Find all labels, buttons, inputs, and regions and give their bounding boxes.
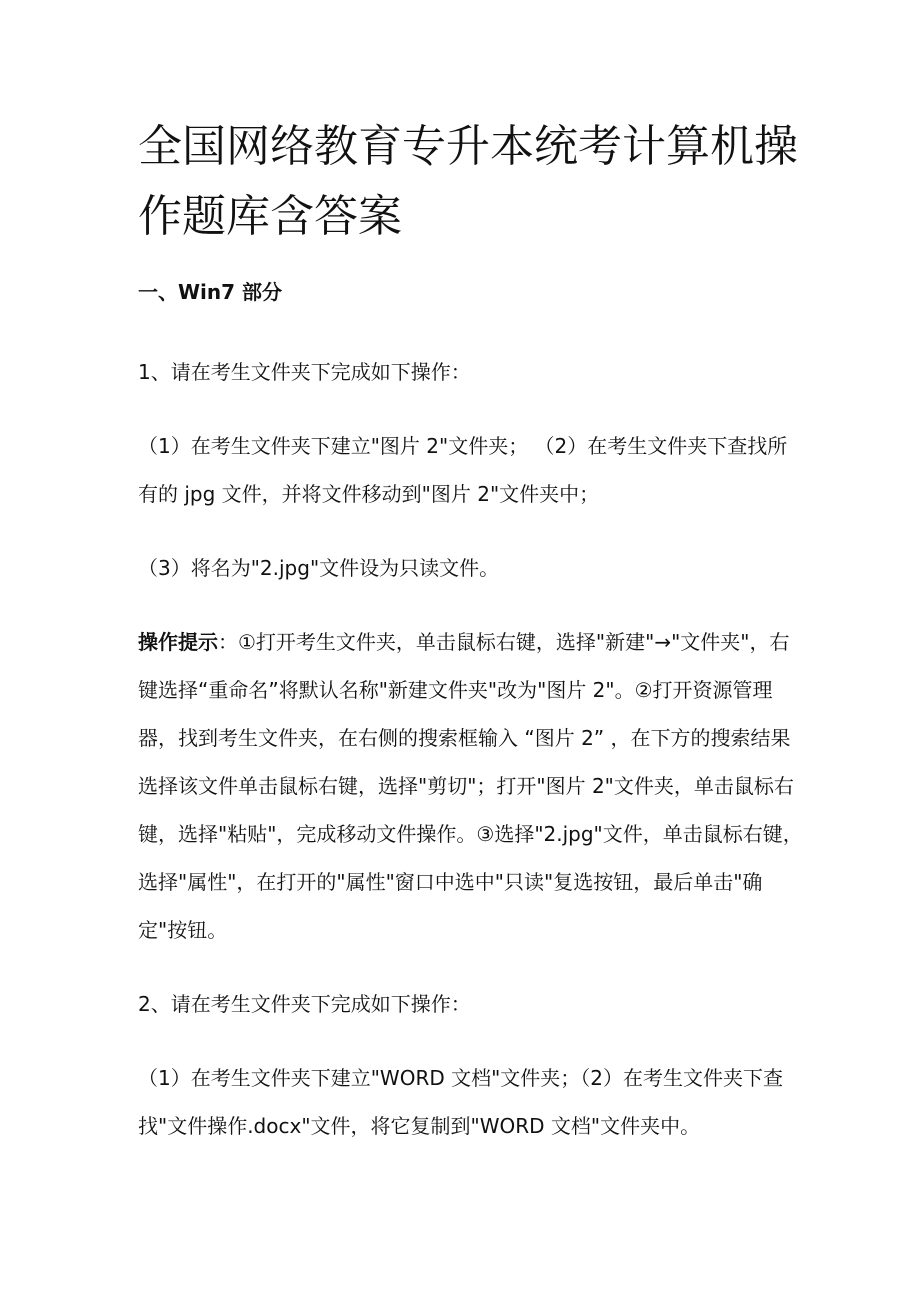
question-1-tasks-1-2: （1）在考生文件夹下建立"图片 2"文件夹； （2）在考生文件夹下查找所有的 jpg 文件，并将文件移动到"图片 2"文件夹中； bbox=[138, 434, 788, 506]
question-2-tasks: （1）在考生文件夹下建立"WORD 文档"文件夹；（2）在考生文件夹下查找"文件操作.docx"文件，将它复制到"WORD 文档"文件夹中。 bbox=[138, 1066, 784, 1138]
question-1-intro: 1、请在考生文件夹下完成如下操作： bbox=[138, 360, 471, 384]
section-heading: 一、Win7 部分 bbox=[138, 280, 283, 304]
question-1-task-3: （3）将名为"2.jpg"文件设为只读文件。 bbox=[138, 556, 500, 580]
hint-label: 操作提示 bbox=[138, 630, 218, 654]
document-title: 全国网络教育专升本统考计算机操作题库含答案 bbox=[138, 121, 798, 242]
question-1-hint bbox=[138, 618, 803, 954]
document-page bbox=[138, 112, 803, 1150]
question-2-intro: 2、请在考生文件夹下完成如下操作： bbox=[138, 992, 471, 1016]
hint-text: ：①打开考生文件夹，单击鼠标右键，选择"新建"→"文件夹"，右键选择“重命名”将默认名称"新建文件夹"改为"图片 2"。②打开资源管理器，找到考生文件夹，在右侧的搜索框输入 “图片 2” ，在下方的搜索结果选择该文件单击鼠标右键，选择"剪切"；打开"图片 2"文件夹，单击鼠标右键，选择"粘贴"，完成移动文件操作。③选择"2.jpg"文件，单击鼠标右键，选择"属性"，在打开的"属性"窗口中选中"只读"复选按钮，最后单击"确定"按钮。 bbox=[138, 630, 803, 942]
